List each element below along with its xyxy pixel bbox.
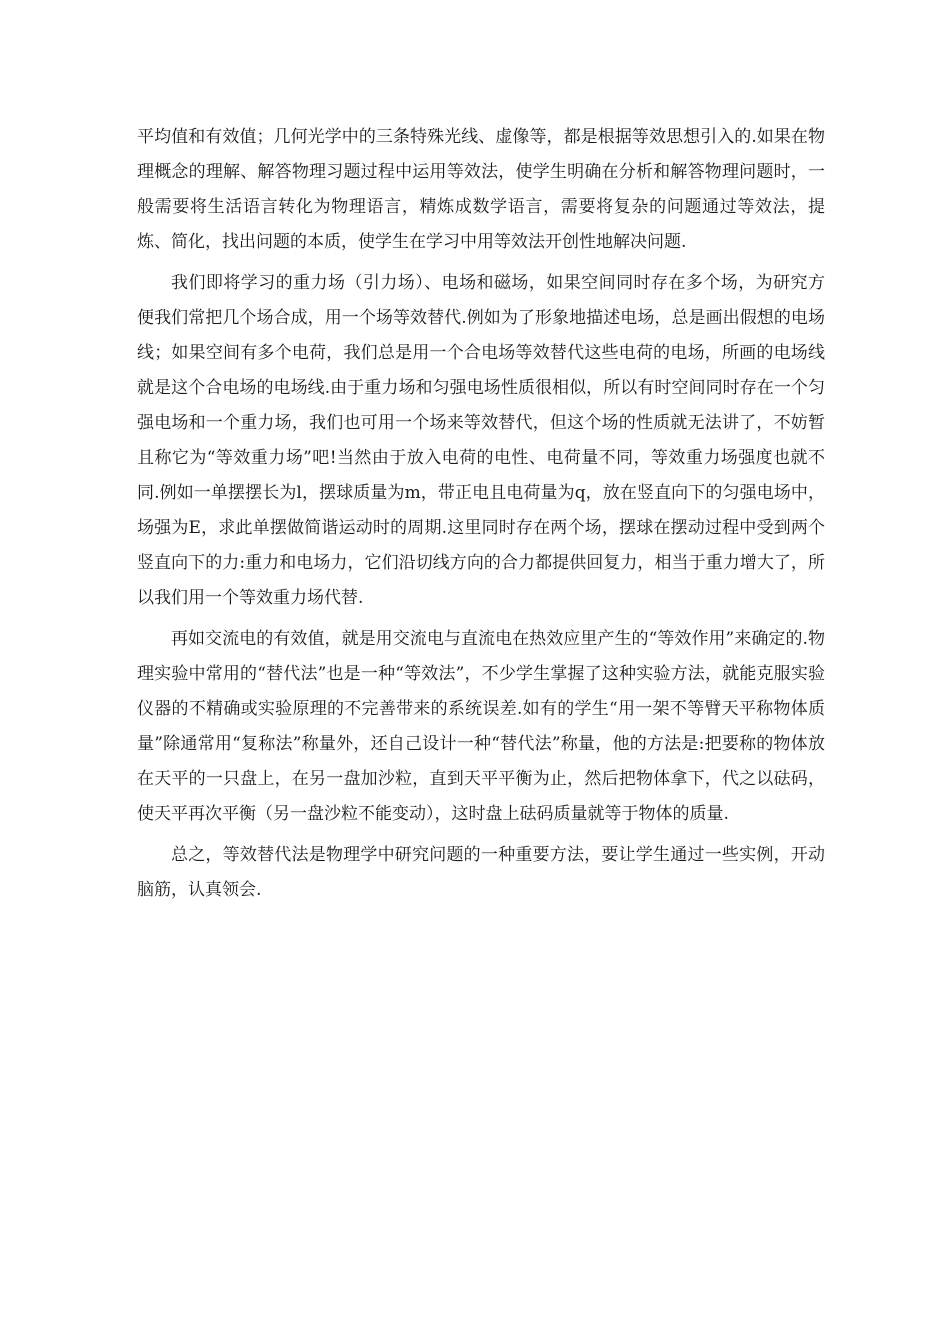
paragraph-conclusion: 总之，等效替代法是物理学中研究问题的一种重要方法，要让学生通过一些实例，开动脑筋，认真领会. <box>137 845 825 900</box>
document-body <box>137 120 825 914</box>
paragraph-continuation: 平均值和有效值；几何光学中的三条特殊光线、虚像等，都是根据等效思想引入的.如果在物理概念的理解、解答物理习题过程中运用等效法，使学生明确在分析和解答物理问题时，一般需要将生活语言转化为物理语言，精炼成数学语言，需要将复杂的问题通过等效法，提炼、简化，找出问题的本质，使学生在学习中用等效法开创性地解决问题. <box>137 127 825 252</box>
paragraph-substitution-method: 再如交流电的有效值，就是用交流电与直流电在热效应里产生的“等效作用”来确定的.物理实验中常用的“替代法”也是一种“等效法”，不少学生掌握了这种实验方法，就能克服实验仪器的不精确或实验原理的不完善带来的系统误差.如有的学生“用一架不等臂天平称物体质量”除通常用“复称法”称量外，还自己设计一种“替代法”称量，他的方法是:把要称的物体放在天平的一只盘上，在另一盘加沙粒，直到天平平衡为止，然后把物体拿下，代之以砝码，使天平再次平衡（另一盘沙粒不能变动），这时盘上砝码质量就等于物体的质量. <box>137 629 825 824</box>
paragraph-gravity-field: 我们即将学习的重力场（引力场）、电场和磁场，如果空间同时存在多个场，为研究方便我们常把几个场合成，用一个场等效替代.例如为了形象地描述电场，总是画出假想的电场线；如果空间有多个电荷，我们总是用一个合电场等效替代这些电荷的电场，所画的电场线就是这个合电场的电场线.由于重力场和匀强电场性质很相似，所以有时空间同时存在一个匀强电场和一个重力场，我们也可用一个场来等效替代，但这个场的性质就无法讲了，不妨暂且称它为“等效重力场”吧!当然由于放入电荷的电性、电荷量不同，等效重力场强度也就不同.例如一单摆摆长为l，摆球质量为m，带正电且电荷量为q，放在竖直向下的匀强电场中，场强为E，求此单摆做简谐运动时的周期.这里同时存在两个场，摆球在摆动过程中受到两个竖直向下的力:重力和电场力，它们沿切线方向的合力都提供回复力，相当于重力增大了，所以我们用一个等效重力场代替. <box>137 273 825 608</box>
